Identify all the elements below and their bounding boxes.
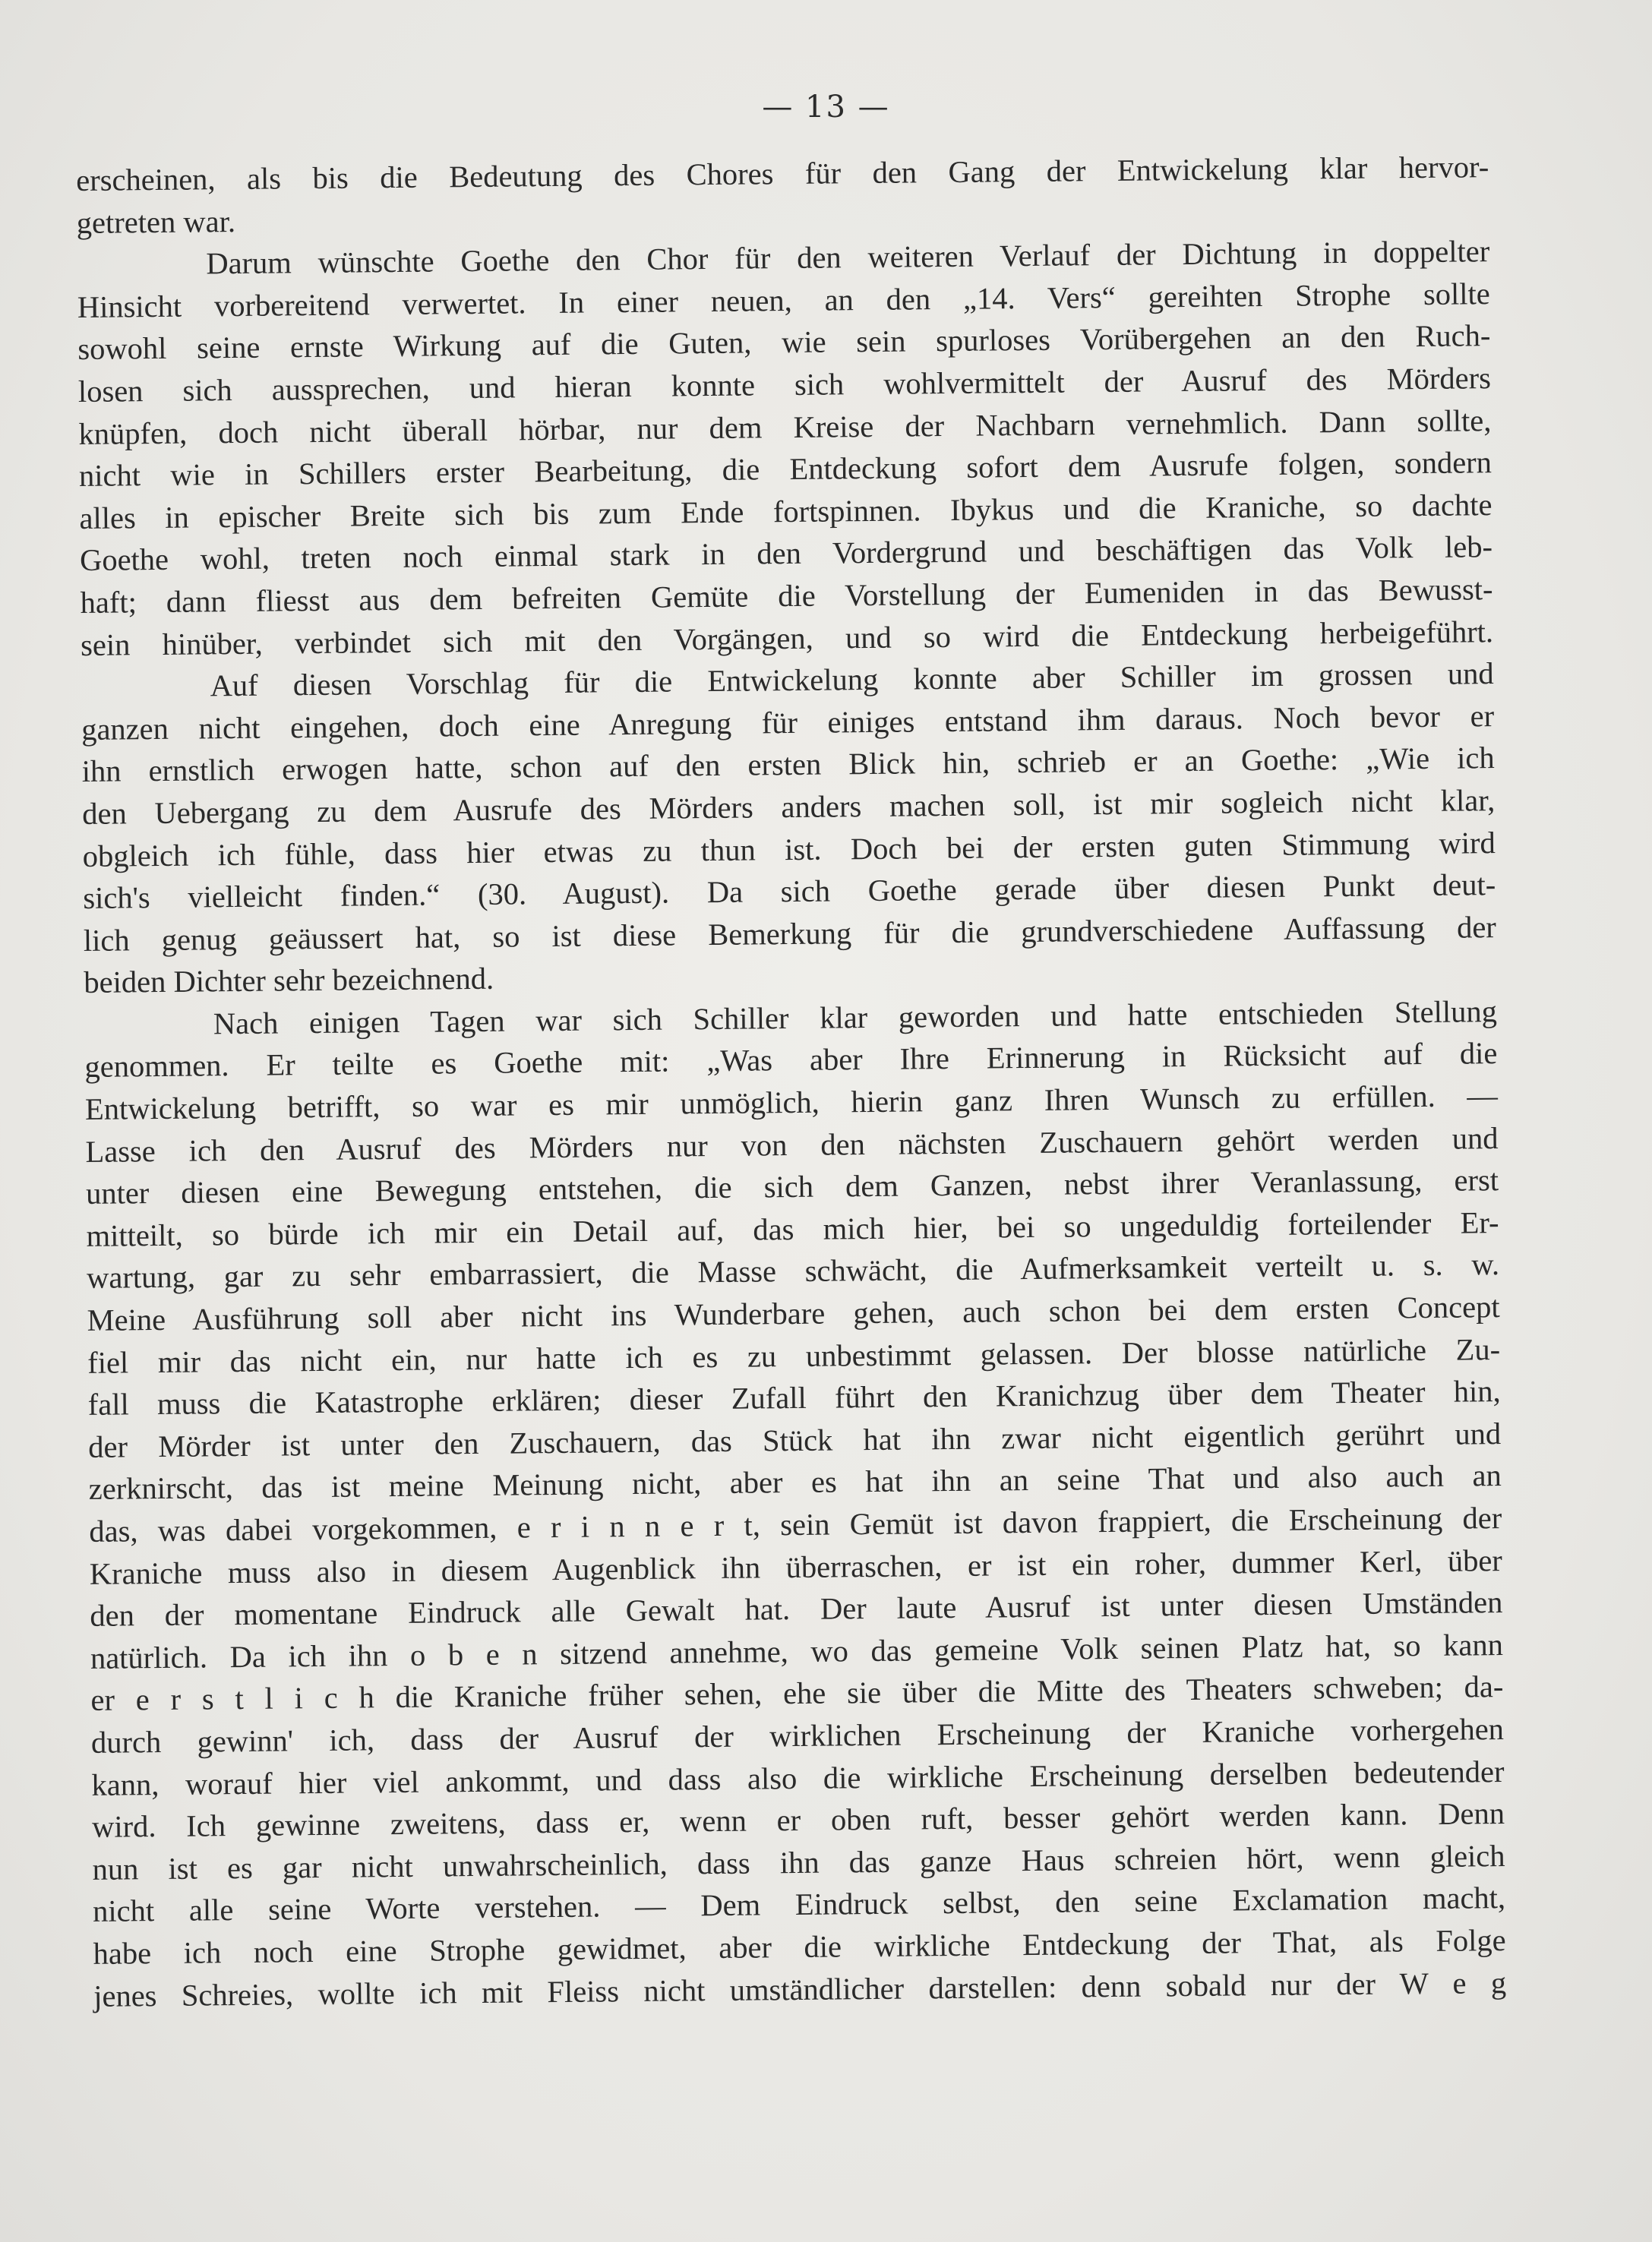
text-line: genommen. Er teilte es Goethe mit: „Was aber Ihre Erinnerung in Rücksicht auf die [84, 1036, 1498, 1085]
text-line: ihn ernstlich erwogen hatte, schon auf den ersten Blick hin, schrieb er an Goethe: „Wie ich [81, 740, 1495, 789]
text-line: durch gewinn' ich, dass der Ausruf der wirklichen Erscheinung der Kraniche vorhergehen [90, 1712, 1505, 1760]
text-line: habe ich noch eine Strophe gewidmet, aber die wirkliche Entdeckung der That, als Folge [93, 1922, 1506, 1971]
text-line: zerknirscht, das ist meine Meinung nicht, aber es hat ihn an seine That und also auch an [88, 1458, 1502, 1507]
text-line: fiel mir das nicht ein, nur hatte ich es zu unbestimmt gelassen. Der blosse natürliche Zu- [87, 1331, 1501, 1380]
text-line: erscheinen, als bis die Bedeutung des Chores für den Gang der Entwickelung klar hervor- [76, 150, 1489, 197]
text-line: losen sich aussprechen, und hieran konnte sich wohlvermittelt der Ausruf des Mörders [77, 361, 1492, 409]
text-line: obgleich ich fühle, dass hier etwas zu thun ist. Doch bei der ersten guten Stimmung wird [82, 825, 1496, 873]
text-line: Hinsicht vorbereitend verwertet. In einer neuen, an den „14. Vers“ gereihten Strophe sollte [77, 276, 1490, 324]
text-line: er e r s t l i c h die Kraniche früher sehen, ehe sie über die Mitte des Theaters schweben; da- [90, 1669, 1504, 1718]
text-line: Meine Ausführung soll aber nicht ins Wunderbare gehen, auch schon bei dem ersten Concept [87, 1290, 1500, 1337]
text-line: Auf diesen Vorschlag für die Entwickelung konnte aber Schiller im grossen und [210, 656, 1494, 703]
text-line: beiden Dichter sehr bezeichnend. [84, 962, 494, 1000]
text-line: Goethe wohl, treten noch einmal stark in den Vordergrund und beschäftigen das Volk leb- [79, 529, 1493, 578]
text-line: Nach einigen Tagen war sich Schiller klar geworden und hatte entschieden Stellung [213, 993, 1498, 1041]
text-line: nun ist es gar nicht unwahrscheinlich, dass ihn das ganze Haus schreien hört, wenn gleich [92, 1838, 1505, 1887]
text-line: sein hinüber, verbindet sich mit den Vorgängen, und so wird die Entdeckung herbeigeführt. [80, 614, 1494, 662]
text-line: sich's vielleicht finden.“ (30. August). Da sich Goethe gerade über diesen Punkt deut- [83, 867, 1496, 916]
text-line: jenes Schreies, wollte ich mit Fleiss nicht umständlicher darstellen: denn sobald nur der W e g [93, 1965, 1507, 2013]
text-line: lich genug geäussert hat, so ist diese Bemerkung für die grundverschiedene Auffassung der [83, 909, 1496, 958]
text-line: Entwickelung betrifft, so war es mir unmöglich, hierin ganz Ihren Wunsch zu erfüllen. — [84, 1078, 1499, 1127]
text-line: natürlich. Da ich ihn o b e n sitzend annehme, wo das gemeine Volk seinen Platz hat, so kann [90, 1627, 1504, 1675]
text-line: nicht wie in Schillers erster Bearbeitung, die Entdeckung sofort dem Ausrufe folgen, sondern [78, 445, 1492, 494]
text-line: alles in epischer Breite sich bis zum Ende fortspinnen. Ibykus und die Kraniche, so dachte [79, 487, 1492, 535]
text-line: den Uebergang zu dem Ausrufe des Mörders anders machen soll, ist mir sogleich nicht klar, [82, 783, 1496, 831]
text-line: haft; dann fliesst aus dem befreiten Gemüte die Vorstellung der Eumeniden in das Bewusst- [80, 572, 1493, 620]
text-line: unter diesen eine Bewegung entstehen, die sich dem Ganzen, nebst ihrer Veranlassung, erst [85, 1163, 1499, 1211]
text-line: kann, worauf hier viel ankommt, und dass also die wirkliche Erscheinung derselben bedeutender [91, 1754, 1505, 1802]
text-line: knüpfen, doch nicht überall hörbar, nur dem Kreise der Nachbarn vernehmlich. Dann sollte, [78, 403, 1492, 451]
body-text [76, 146, 1506, 2017]
text-line: Lasse ich den Ausruf des Mörders nur von den nächsten Zuschauern gehört werden und [85, 1120, 1499, 1169]
text-line: das, was dabei vorgekommen, e r i n n e r t, sein Gemüt ist davon frappiert, die Erscheinung der [89, 1501, 1502, 1549]
text-line: sowohl seine ernste Wirkung auf die Guten, wie sein spurloses Vorübergehen an den Ruch- [77, 318, 1491, 367]
text-line: Kraniche muss also in diesem Augenblick ihn überraschen, er ist ein roher, dummer Kerl, über [89, 1543, 1503, 1591]
text-line: Darum wünschte Goethe den Chor für den weiteren Verlauf der Dichtung in doppelter [206, 234, 1490, 281]
page-number: — 13 — [762, 90, 890, 125]
text-line: wird. Ich gewinne zweitens, dass er, wenn er oben ruft, besser gehört werden kann. Denn [91, 1796, 1505, 1845]
text-line: den der momentane Eindruck alle Gewalt hat. Der laute Ausruf ist unter diesen Umständen [90, 1585, 1503, 1634]
text-line: ganzen nicht eingehen, doch eine Anregung für einiges entstand ihm daraus. Noch bevor er [81, 698, 1495, 747]
text-line: der Mörder ist unter den Zuschauern, das Stück hat ihn zwar nicht eigentlich gerührt und [88, 1416, 1502, 1464]
text-line: getreten war. [76, 204, 236, 240]
text-line: wartung, gar zu sehr embarrassiert, die Masse schwächt, die Aufmerksamkeit verteilt u. s. w. [86, 1247, 1500, 1296]
text-line: mitteilt, so bürde ich mir ein Detail auf, das mich hier, bei so ungeduldig forteilender Er- [86, 1205, 1499, 1253]
text-line: fall muss die Katastrophe erklären; dieser Zufall führt den Kranichzug über dem Theater hin, [87, 1374, 1501, 1423]
text-line: nicht alle seine Worte verstehen. — Dem Eindruck selbst, den seine Exclamation macht, [92, 1880, 1506, 1929]
